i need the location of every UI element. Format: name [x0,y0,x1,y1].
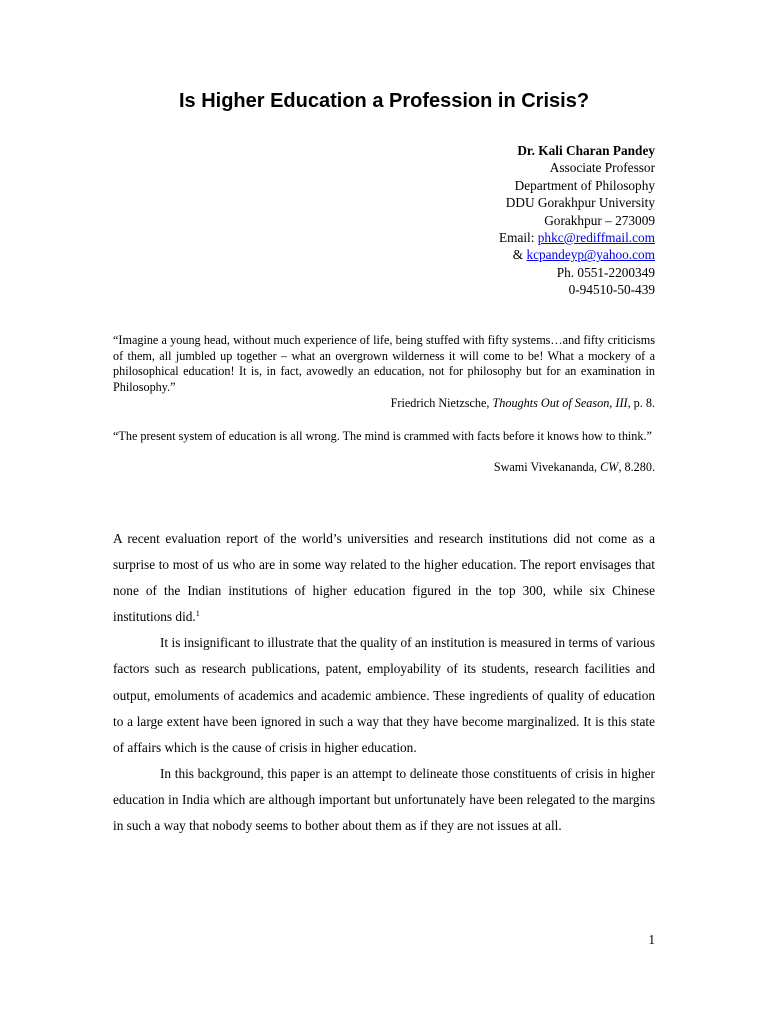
attribution-work: Thoughts Out of Season, III [492,396,628,410]
epigraph-quote: “The present system of education is all wrong. The mind is crammed with facts before it knows how to think.” [113,429,652,443]
author-department: Department of Philosophy [514,177,655,193]
paragraph-text: A recent evaluation report of the world’s universities and research institutions did not come as a surprise to most of us who are in some way related to the higher education. The report envisages that none of the Indian institutions of higher education figured in the top 300, while six Chinese institutions did. [113,531,655,625]
epigraph-attribution [391,396,655,412]
author-email-line [499,229,655,246]
attribution-page: , 8.280. [618,460,655,474]
document-title: Is Higher Education a Profession in Crisis? [178,90,590,112]
attribution-work: CW [600,460,619,474]
email-separator: & [512,247,527,263]
attribution-author: Friedrich Nietzsche, [390,396,493,410]
attribution-page: , p. 8. [627,396,655,410]
author-university: DDU Gorakhpur University [505,195,655,211]
author-phone: Ph. 0551-2200349 [556,264,655,280]
paragraph: It is insignificant to illustrate that the quality of an institution is measured in terms of various factors such as research publications, patent, employability of its students, research facilities and output, emoluments of academics and academic ambience. These ingredients of quality of education to a large extent have been ignored in such a way that they have become marginalized. It is this state of affairs which is the cause of crisis in higher education. [113,635,655,755]
body-text [113,526,655,839]
email-link-1[interactable]: phkc@rediffmail.com [537,230,655,246]
email-label: Email: [498,230,538,246]
paragraph [113,526,655,630]
author-mobile: 0-94510-50-439 [568,282,655,298]
author-email-line-2 [499,246,655,263]
author-city: Gorakhpur – 273009 [544,212,655,228]
epigraph-quote: “Imagine a young head, without much experience of life, being stuffed with fifty systems…and fifty criticisms of them, all jumbled up together – what an overgrown wilderness it will come to be! What a mockery of a philosophical education! It is, in fact, avowedly an education, not for philosophy but for an examination in Philosophy.” [113,333,655,395]
author-block [499,142,655,299]
paragraph: In this background, this paper is an attempt to delineate those constituents of crisis in higher education in India which are although important but unfortunately have been relegated to the margins in such a way that nobody seems to bother about them as if they are not issues at all. [113,765,655,834]
footnote-ref[interactable]: 1 [195,609,200,619]
author-name: Dr. Kali Charan Pandey [517,143,655,158]
author-position: Associate Professor [549,160,655,176]
attribution-author: Swami Vivekananda, [493,460,601,474]
page-number: 1 [648,932,655,947]
epigraph-attribution [494,460,655,476]
email-link-2[interactable]: kcpandeyp@yahoo.com [526,247,655,263]
